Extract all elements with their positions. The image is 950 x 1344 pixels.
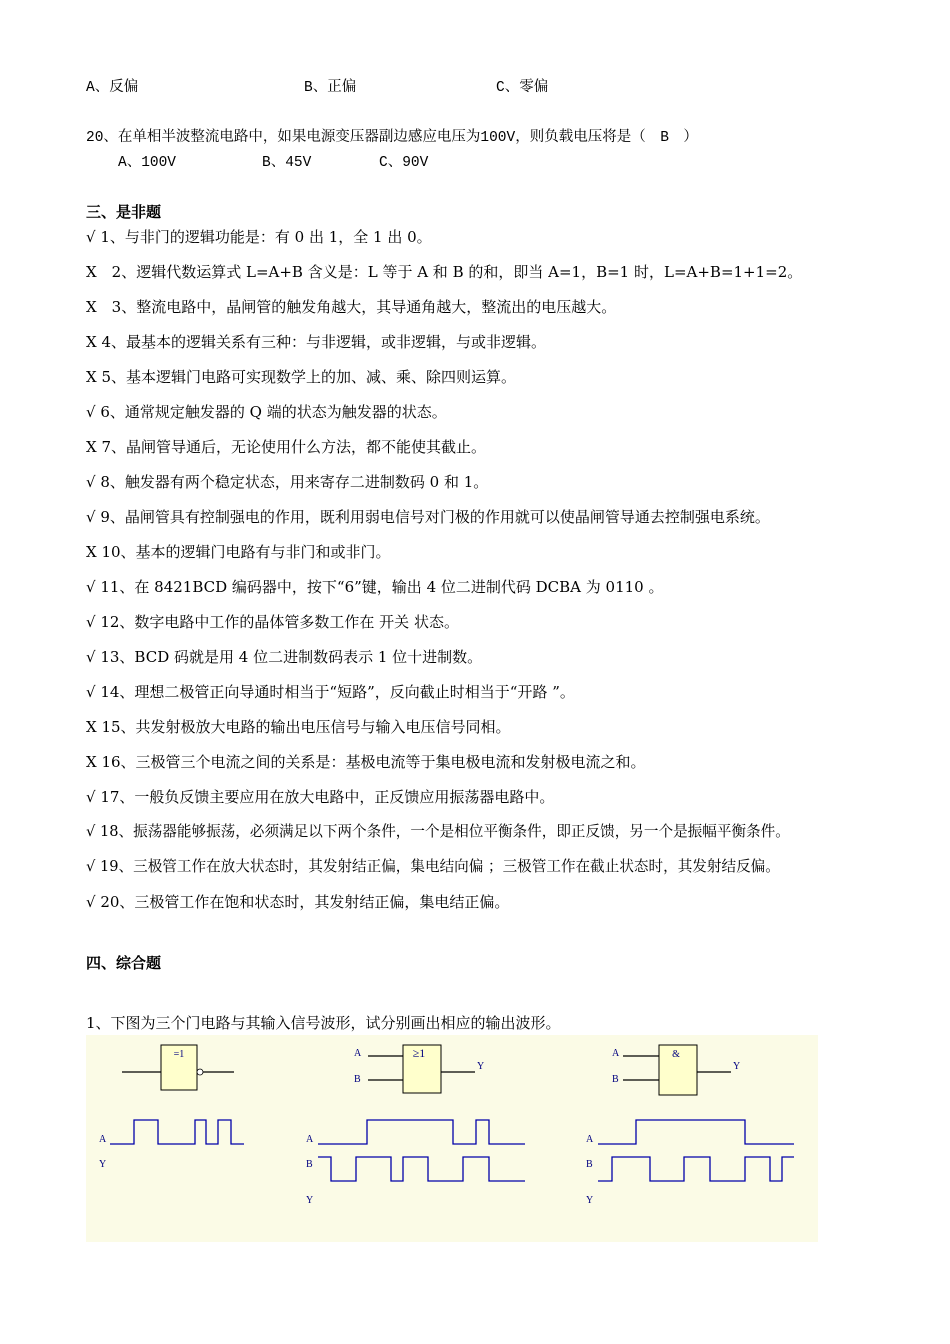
q20-option-a: A、100V bbox=[118, 155, 177, 171]
gate-3-input-b: B bbox=[612, 1074, 619, 1085]
gate-3-wave-a bbox=[598, 1120, 794, 1144]
gate-1-symbol: =1 bbox=[173, 1049, 185, 1060]
gate-1-wave-y-label: Y bbox=[99, 1159, 107, 1170]
tf-item-4: X 4、最基本的逻辑关系有三种：与非逻辑，或非逻辑，与或非逻辑。 bbox=[86, 333, 546, 351]
comprehensive-q1: 1、下图为三个门电路与其输入信号波形，试分别画出相应的输出波形。 bbox=[86, 1014, 561, 1032]
q20-option-b: B、45V bbox=[262, 155, 312, 171]
tf-item-19: √ 19、三极管工作在放大状态时，其发射结正偏，集电结向偏 ；三极管工作在截止状态时，其发射结反偏。 bbox=[86, 858, 780, 875]
tf-item-6: √ 6、通常规定触发器的 Q 端的状态为触发器的状态。 bbox=[86, 403, 447, 421]
question-20: 20、在单相半波整流电路中，如果电源变压器副边感应电压为100V，则负载电压将是（ B ） bbox=[86, 130, 698, 146]
gate-3-wave-b-label: B bbox=[586, 1159, 593, 1170]
tf-item-12: √ 12、数字电路中工作的晶体管多数工作在 开关 状态。 bbox=[86, 613, 459, 631]
tf-item-9: √ 9、晶闸管具有控制强电的作用，既利用弱电信号对门极的作用就可以使晶闸管导通去控制强电系统。 bbox=[86, 508, 770, 526]
gate-3-output: Y bbox=[733, 1061, 741, 1072]
gate-2-wave-a bbox=[318, 1120, 525, 1144]
gate-3-and bbox=[612, 1045, 740, 1095]
tf-item-7: X 7、晶闸管导通后，无论使用什么方法，都不能使其截止。 bbox=[86, 438, 486, 456]
gate-1-xnor bbox=[122, 1045, 234, 1090]
gate-2-wave-a-label: A bbox=[306, 1134, 314, 1145]
gate-1-wave-a-label: A bbox=[99, 1134, 107, 1145]
gate-2-input-a: A bbox=[354, 1048, 362, 1059]
gate-2-symbol: ≥1 bbox=[412, 1046, 426, 1060]
option-a: A、反偏 bbox=[86, 80, 139, 96]
tf-item-1: √ 1、与非门的逻辑功能是：有 0 出 1，全 1 出 0。 bbox=[86, 228, 432, 246]
gate-2-wave-b-label: B bbox=[306, 1159, 313, 1170]
gate-3-wave-y-label: Y bbox=[586, 1195, 594, 1206]
gate-2-or bbox=[354, 1045, 484, 1093]
tf-item-16: X 16、三极管三个电流之间的关系是：基极电流等于集电极电流和发射极电流之和。 bbox=[86, 753, 646, 771]
section-4-title: 四、综合题 bbox=[86, 954, 162, 972]
gate-2-output: Y bbox=[477, 1061, 485, 1072]
tf-item-20: √ 20、三极管工作在饱和状态时，其发射结正偏，集电结正偏。 bbox=[86, 893, 510, 911]
gate-2-wave-b bbox=[318, 1157, 525, 1181]
tf-item-15: X 15、共发射极放大电路的输出电压信号与输入电压信号同相。 bbox=[86, 718, 511, 736]
tf-item-11: √ 11、在 8421BCD 编码器中，按下“6”键，输出 4 位二进制代码 DCBA 为 0110 。 bbox=[86, 578, 664, 596]
gate-3-wave-a-label: A bbox=[586, 1134, 594, 1145]
tf-item-18: √ 18、振荡器能够振荡，必须满足以下两个条件，一个是相位平衡条件，即正反馈，另一个是振幅平衡条件。 bbox=[86, 823, 790, 840]
tf-item-5: X 5、基本逻辑门电路可实现数学上的加、减、乘、除四则运算。 bbox=[86, 368, 516, 386]
q20-option-c: C、90V bbox=[379, 155, 429, 171]
tf-item-8: √ 8、触发器有两个稳定状态，用来寄存二进制数码 0 和 1。 bbox=[86, 473, 489, 491]
tf-item-2: X 2、逻辑代数运算式 L=A+B 含义是：L 等于 A 和 B 的和，即当 A=1，B=1 时，L=A+B=1+1=2。 bbox=[86, 263, 803, 281]
logic-gate-figure bbox=[86, 1035, 818, 1242]
gate-1-wave-a bbox=[110, 1120, 244, 1144]
section-3-title: 三、是非题 bbox=[86, 203, 162, 221]
tf-item-3: X 3、整流电路中，晶闸管的触发角越大，其导通角越大，整流出的电压越大。 bbox=[86, 298, 617, 316]
tf-item-14: √ 14、理想二极管正向导通时相当于“短路”，反向截止时相当于“开路 ”。 bbox=[86, 683, 575, 701]
option-b: B、正偏 bbox=[304, 80, 357, 96]
tf-item-13: √ 13、BCD 码就是用 4 位二进制数码表示 1 位十进制数。 bbox=[86, 648, 483, 666]
gate-2-wave-y-label: Y bbox=[306, 1195, 314, 1206]
gate-3-input-a: A bbox=[612, 1048, 620, 1059]
tf-item-10: X 10、基本的逻辑门电路有与非门和或非门。 bbox=[86, 543, 391, 561]
logic-gate-diagram bbox=[86, 1035, 818, 1242]
gate-3-symbol: & bbox=[672, 1049, 680, 1060]
gate-2-input-b: B bbox=[354, 1074, 361, 1085]
gate-3-wave-b bbox=[598, 1157, 794, 1181]
tf-item-17: √ 17、一般负反馈主要应用在放大电路中，正反馈应用振荡器电路中。 bbox=[86, 788, 555, 806]
option-c: C、零偏 bbox=[496, 80, 549, 96]
